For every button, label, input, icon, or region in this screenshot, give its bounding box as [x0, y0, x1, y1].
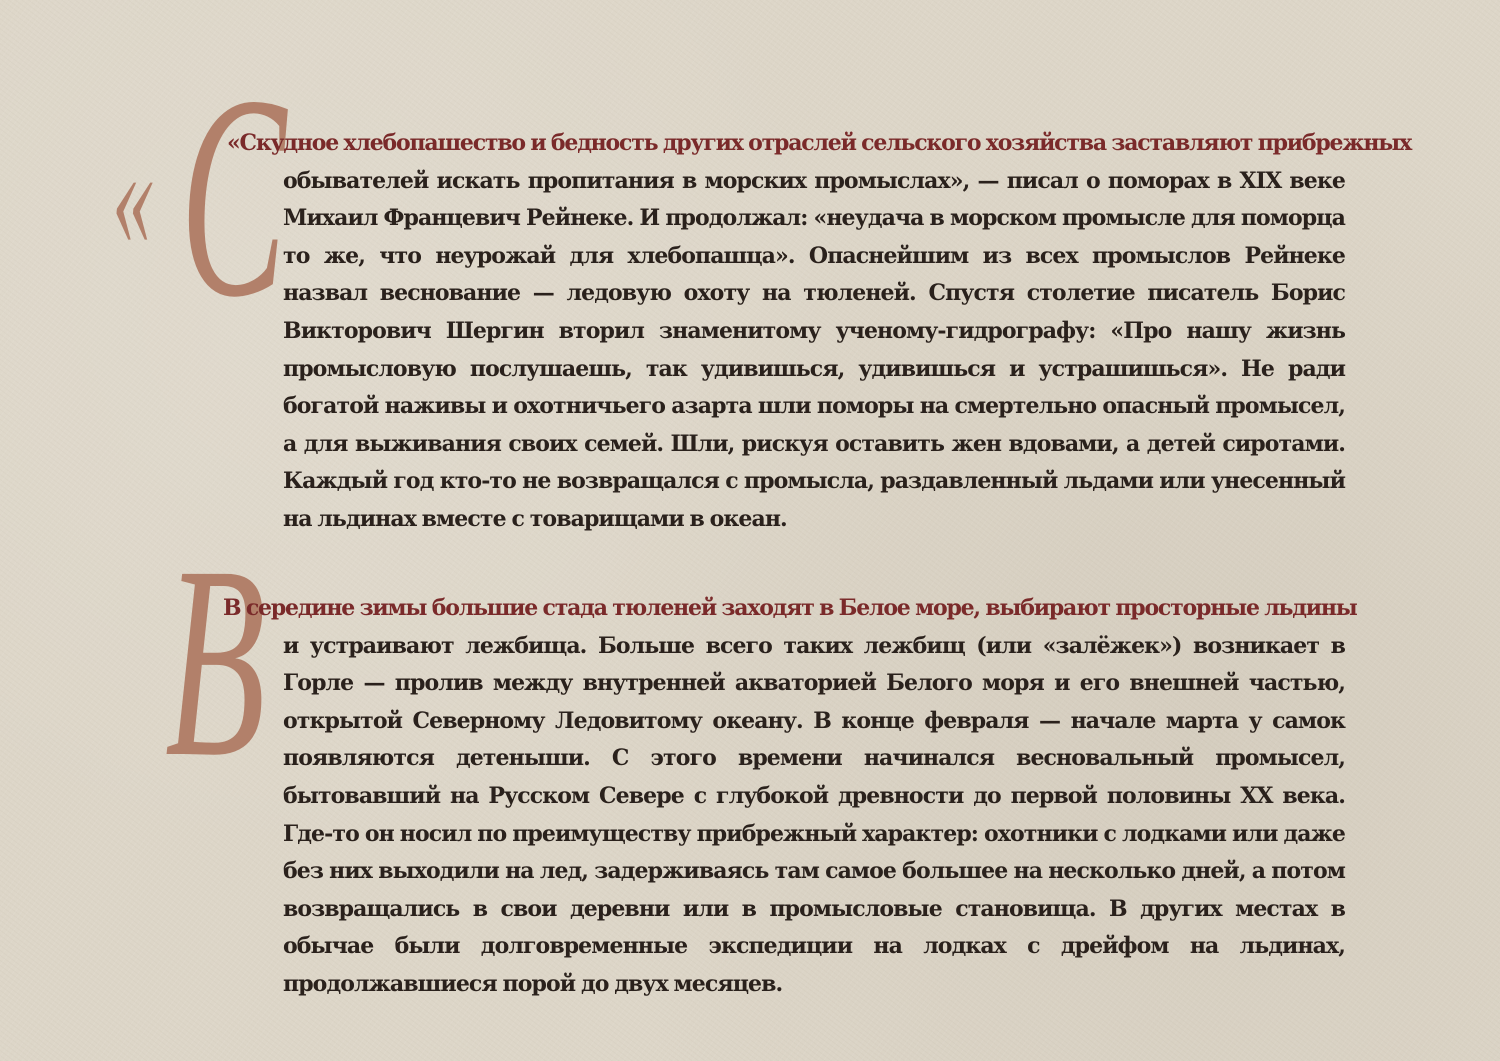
paragraph-2: [223, 590, 1357, 1004]
drop-cap-letter-2: В: [165, 510, 266, 814]
drop-cap-letter-1: С: [180, 36, 287, 357]
paragraph-2-body: и устраивают лежбища. Больше всего таких лежбищ (или «залёжек») возникает в Горле — пролив между внутренней акваторией Белого моря и его внешней частью, открытой Северному Ледовитому океану. В конце февраля — начале марта у самок появляются детеныши. С этого времени начинался весновальный промысел, бытовавший на Русском Севере с глубокой древности до первой половины XX века. Где-то он носил по преимуществу прибрежный характер: охотники с лодками или даже без них выходили на лед, задерживаясь там самое большее на несколько дней, а потом возвращались в свои деревни или в промысловые становища. В других местах в обычае были долговременные экспедиции на лодках с дрейфом на льдинах, продолжавшиеся порой до двух месяцев.: [283, 632, 1345, 997]
decorative-quote-mark: «: [112, 112, 154, 278]
paragraph-1-lead-line: «Скудное хлебопашество и бедность других отраслей сельского хозяйства заставляют прибрежных: [227, 130, 1412, 156]
paragraph-1: [227, 125, 1412, 539]
paragraph-1-body: обывателей искать пропитания в морских промыслах», — писал о поморах в XIX веке Михаил Францевич Рейнеке. И продолжал: «неудача в морском промысле для поморца то же, что неурожай для хлебопашца». Опаснейшим из всех промыслов Рейнеке назвал веснование — ледовую охоту на тюленей. Спустя столетие писатель Борис Викторович Шергин вторил знаменитому ученому-гидрографу: «Про нашу жизнь промысловую послушаешь, так удивишься, удивишься и устрашишься». Не ради богатой наживы и охотничьего азарта шли поморы на смертельно опасный промысел, а для выживания своих семей. Шли, рискуя оставить жен вдовами, а детей сиротами. Каждый год кто-то не возвращался с промысла, раздавленный льдами или унесенный на льдинах вместе с товарищами в океан.: [283, 167, 1345, 532]
paragraph-2-lead-line: В середине зимы большие стада тюленей заходят в Белое море, выбирают просторные льдины: [223, 595, 1357, 621]
